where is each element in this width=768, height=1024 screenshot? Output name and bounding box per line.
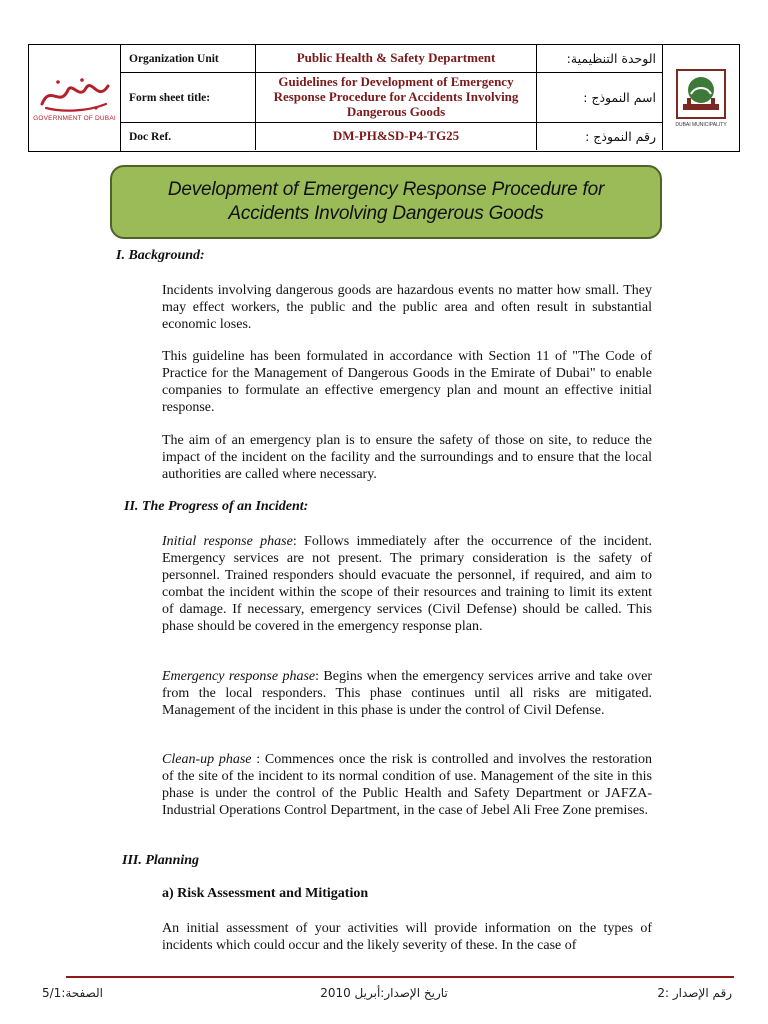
document-title <box>168 178 604 226</box>
document-header <box>28 44 740 152</box>
initial-response-text: : Follows immediately after the occurrence of the incident. Emergency services are not present. The primary consideration is the safety of personnel. Trained responders should evacuate the personnel, if required, and aim to combat the incident within the scope of their resources and training to limit its extent of damage. If necessary, emergency services (Civil Defense) should be called. This phase should be covered in the emergency response plan. <box>162 534 652 634</box>
background-paragraph-1: Incidents involving dangerous goods are hazardous events no matter how small. They may effect workers, the public and the public area and often result in substantial economic loses. <box>162 283 652 332</box>
document-title-banner <box>110 165 662 239</box>
background-paragraph-2: This guideline has been formulated in accordance with Section 11 of "The Code of Practice for the Management of Dangerous Goods in the Emirate of Dubai" to enable companies to formulate an effective emergency plan and mount an effective initial response. <box>162 349 652 415</box>
org-unit-value: Public Health & Safety Department <box>256 45 537 72</box>
dubai-municipality-emblem-icon <box>675 68 727 120</box>
subheading-risk-assessment: a) Risk Assessment and Mitigation <box>162 886 369 901</box>
planning-paragraph-1: An initial assessment of your activities will provide information on the types of incidents which could occur and the likely severity of these. In the case of <box>162 921 652 953</box>
footer-divider <box>66 976 734 978</box>
background-paragraph-3: The aim of an emergency plan is to ensure the safety of those on site, to reduce the impact of the incident on the facility and the surroundings and to ensure that the local authorities are called where necessary. <box>162 433 652 482</box>
section-heading-progress: II. The Progress of an Incident: <box>124 499 309 514</box>
clean-up-paragraph <box>162 751 652 819</box>
initial-response-term: Initial response phase <box>162 534 293 549</box>
doc-ref-label: Doc Ref. <box>121 123 256 150</box>
dubai-municipality-logo <box>663 45 739 151</box>
doc-ref-value: DM-PH&SD-P4-TG25 <box>256 123 537 150</box>
dubai-calligraphy-icon <box>36 74 114 114</box>
government-of-dubai-label: GOVERNMENT OF DUBAI <box>33 115 116 122</box>
document-title-line-2: Accidents Involving Dangerous Goods <box>228 203 544 224</box>
footer-page-number: الصفحة:5/1 <box>42 986 104 1000</box>
footer-version: رقم الإصدار :2 <box>657 986 732 1000</box>
form-title-arabic-label: اسم النموذج : <box>537 73 663 122</box>
government-of-dubai-logo <box>29 45 121 151</box>
section-heading-background: I. Background: <box>116 248 205 263</box>
emergency-response-term: Emergency response phase <box>162 669 316 684</box>
emergency-response-paragraph <box>162 668 652 719</box>
form-title-value: Guidelines for Development of Emergency Response Procedure for Accidents Involving Dangerous Goods <box>256 73 537 122</box>
clean-up-text: : Commences once the risk is controlled and involves the restoration of the site of the incident to its normal condition of use. Management of the site in this phase is under the control of the Public Health and Safety Department or JAFZA-Industrial Operations Control Department, in the case of Jebel Ali Free Zone premises. <box>162 752 653 818</box>
doc-ref-arabic-label: رقم النموذج : <box>537 123 663 150</box>
document-title-line-1: Development of Emergency Response Procedure for <box>167 179 605 201</box>
emergency-response-text: : Begins when the emergency services arrive and take over from the local responders. This phase continues until all risks are mitigated. Management of the incident in this phase is under the control of Civil Defense. <box>162 669 652 718</box>
dubai-municipality-label: DUBAI MUNICIPALITY <box>675 122 727 128</box>
org-unit-arabic-label: الوحدة التنظيمية: <box>537 45 663 72</box>
initial-response-paragraph <box>162 533 652 635</box>
form-title-label: Form sheet title: <box>121 73 256 122</box>
footer-issue-date: تاريخ الإصدار:أبريل 2010 <box>320 986 448 1000</box>
clean-up-term: Clean-up phase <box>162 752 252 767</box>
section-heading-planning: III. Planning <box>122 853 200 868</box>
org-unit-label: Organization Unit <box>121 45 256 72</box>
